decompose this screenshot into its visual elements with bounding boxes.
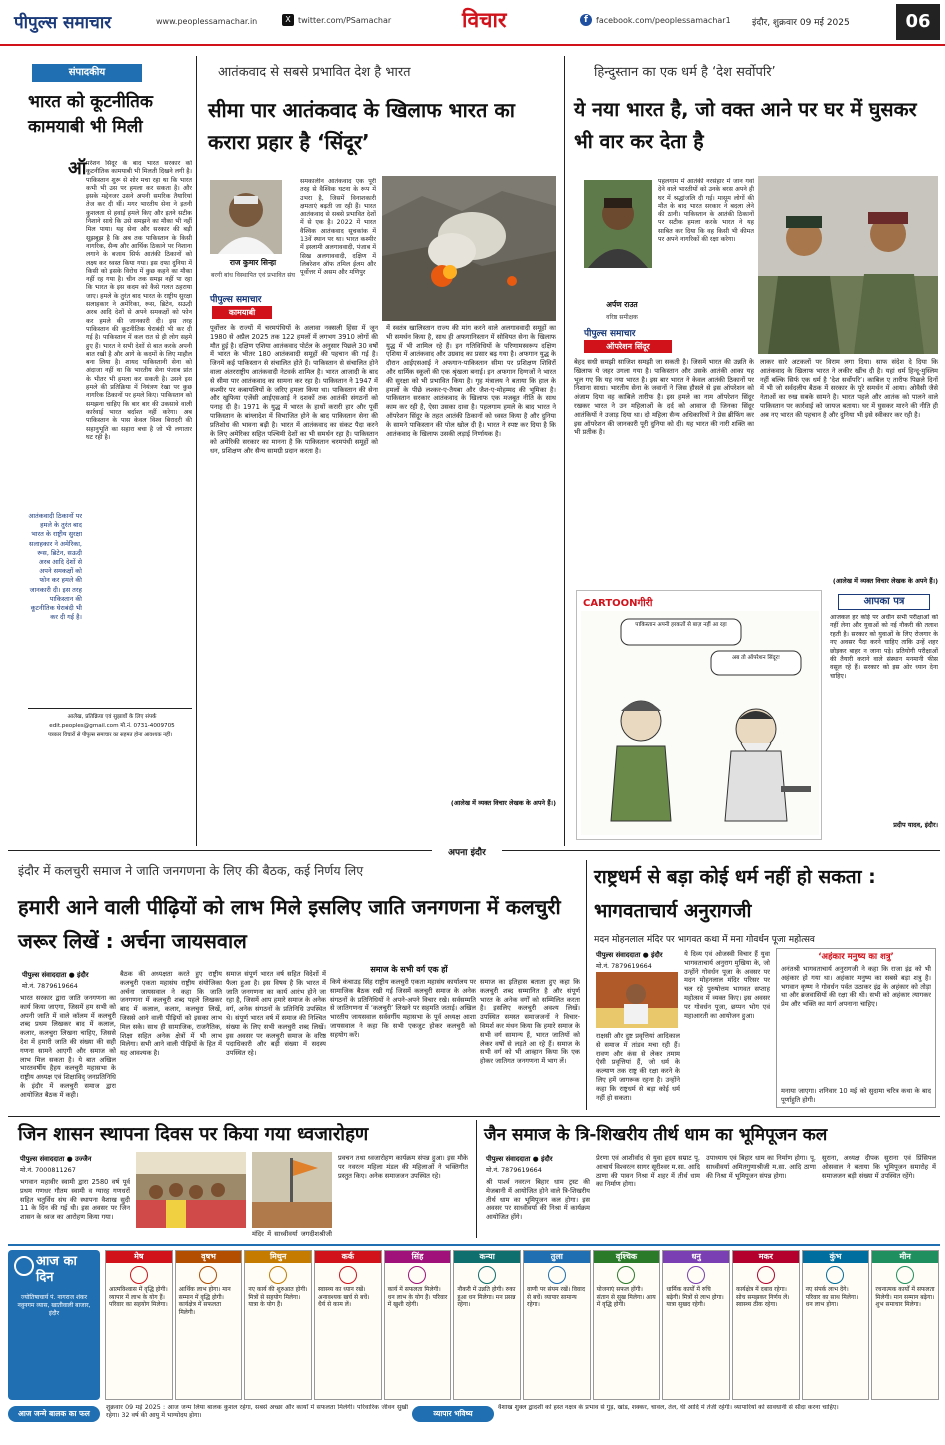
- story-bhagwat: [590, 860, 940, 1110]
- letters-body: आजकल हर कोई पर अधीन सभी परीक्षाओं को नहीं लेना और युवाओं को नई नौकरी की तलाश रहती है। सरकार को युवाओं के लिए रोजगार के नए अवसर पैदा करने चाहिए ताकि उन्हें शहर छोड़कर बाहर न जाना पड़े। प्रतियोगी परीक्षाओं की तैयारी कराने वाले संस्थान मनमानी फीस वसूल रहे हैं। सरकार को इस ओर ध्यान देना चाहिए।: [830, 614, 938, 680]
- horoscope-sign: [105, 1250, 173, 1400]
- cartoon-speech-1: पाकिस्तान अपनी हरकतों से बाज़ नहीं आ रहा: [635, 622, 727, 628]
- cartoon-speech-2: अब तो ऑपरेशन सिंदूर!: [731, 655, 781, 661]
- editorial-title: भारत को कूटनीतिक कामयाबी भी मिली: [28, 92, 153, 137]
- story2-mobile: मो.नं. 7879619664: [596, 962, 652, 970]
- horoscope-market-label: व्यापार भविष्य: [412, 1406, 494, 1422]
- letters-label: आपका पत्र: [838, 594, 930, 610]
- horoscope-sign-text: नए संपर्क लाभ देंगे। परिवार का साथ मिलेगा। धन लाभ होगा।: [805, 1286, 859, 1308]
- story3-mobile: मो.नं. 7000811267: [20, 1166, 76, 1174]
- zodiac-symbol-icon: [339, 1266, 357, 1284]
- zodiac-symbol-icon: [478, 1266, 496, 1284]
- horoscope-signs: [104, 1250, 940, 1400]
- story1-col1: भारत सरकार द्वारा जाति जनगणना का कार्य किया जाएगा, जिसमें हम सभी को अपनी जाति में वाले कॉलम में कलचुरी शब्द प्रथम लिखकर बाद में कलाल, कलार, कलचुरा लिखना चाहिए, जिससे देश में हमारी जाति की संख्या की सही गणना सामने आएगी और समाज को लाभ मिल सकता है। ये बात अखिल भारतवर्षीय हैहय कलचुरी महासभा के राष्ट्रीय अध्यक्ष एवं शिक्षाविद् जनप्रतिनिधि के इंदौर में कलचुरी समाज द्वारा आयोजित बैठक में कही।: [20, 994, 116, 1099]
- horoscope-sign-text: धार्मिक कार्यों में रुचि बढ़ेगी। मित्रों से लाभ होगा। यात्रा सुखद रहेगी।: [666, 1286, 724, 1308]
- article2-col1: बेहद सधी समझी साजिश समझी जा सकती है। जिसमें भारत की उन्नति के खिलाफ ये जहर उगला गया है। पाकिस्तान और उसके आतंकी आका यह भूल गए कि यह नया भारत है। इस बार भारत ने केवल आतंकी ठिकानों पर निशाना साधा। भारतीय सेना के जवानों ने जिस हौसले से इस ऑपरेशन को अंजाम दिया वह काबिले तारीफ है। इस हमले का नाम ऑपरेशन सिंदूर रखकर भारत ने उन महिलाओं के दर्द को आवाज दी जिनका सिंदूर आतंकियों ने उजाड़ दिया था। दो महिला सैन्य अधिकारियों ने प्रेस ब्रीफिंग कर इस ऑपरेशन की जानकारी पूरी दुनिया को दी। यह भारत की नारी शक्ति का भी प्रतीक है।: [574, 358, 754, 437]
- article2-kicker: हिन्दुस्तान का एक धर्म है ‘देश सर्वोपरि’: [594, 65, 776, 80]
- masthead-twitter[interactable]: twitter.com/PSamachar: [298, 16, 392, 25]
- story4-col1: श्री पार्श्व नवरत्न बिहार धाम ट्रस्ट की मेजबानी में आयोजित होने वाले त्रि-शिखरीय तीर्थ धाम का भूमिपूजन कल होगा। इस अवसर पर साध्वीवर्या की निश्रा में कार्यक्रम आयोजित होंगे।: [486, 1178, 590, 1222]
- story2-col1: राक्षसी और दुष्ट प्रवृत्तियां आदिकाल से समाज में तांडव मचा रही हैं। रावण और कंस से लेकर तमाम ऐसी प्रवृत्तियां हैं, जो धर्म के कल्याण तक राष्ट्र की रक्षा करने के लिए हमें जागरूक रहना है। उन्होंने कहा कि राष्ट्रधर्म से बड़ा कोई धर्म नहीं हो सकता।: [596, 1032, 680, 1102]
- masthead-section: विचार: [462, 8, 507, 32]
- story2-box-footer: मनाया जाएगा। शनिवार 10 मई को सुदामा चरित्र कथा के बाद पूर्णाहुति होगी।: [781, 1087, 931, 1104]
- horoscope-sign-name: कर्क: [315, 1251, 381, 1263]
- editorial-disclaimer: पत्रकार विचारों से पीपुल्स समाचार का सहमत होना आवश्यक नहीं।: [47, 732, 173, 738]
- article2-author-role: वरिष्ठ समीक्षक: [606, 314, 638, 321]
- story1-kicker: इंदौर में कलचुरी समाज ने जाति जनगणना के लिए की बैठक, कई निर्णय लिए: [18, 863, 364, 878]
- horoscope-sign: [244, 1250, 312, 1400]
- article2-note: (आलेख में व्यक्त विचार लेखक के अपने हैं।): [832, 577, 938, 585]
- twitter-icon: X: [282, 14, 294, 26]
- cartoon-label: CARTOONगीरी: [583, 598, 653, 609]
- story1-title: हमारी आने वाली पीढ़ियों को लाभ मिले इसलिए जाति जनगणना में कलचुरी जरूर लिखें : अर्चना जायसवाल: [18, 895, 561, 953]
- story2-box: [776, 948, 936, 1108]
- horoscope-sign: [871, 1250, 939, 1400]
- horoscope-sign: [523, 1250, 591, 1400]
- story4-title: जैन समाज के त्रि-शिखरीय तीर्थ धाम का भूमिपूजन कल: [484, 1125, 828, 1145]
- horoscope-sign-text: स्वास्थ्य का ध्यान रखें। अनावश्यक खर्च से बचें। धैर्य से काम लें।: [318, 1286, 370, 1308]
- horoscope-sign-name: सिंह: [385, 1251, 451, 1263]
- article1-col1: पूर्वोत्तर के राज्यों में चरमपंथियों के अलावा नक्सली हिंसा में जून 1980 से अप्रैल 2025 तक 122 हमलों में लगभग 3910 लोगों की मौत हुई है। दक्षिण एशिया आतंकवाद पोर्टल के अनुसार पिछले 30 वर्षों में भारत के भीतर 180 आतंकवादी समूहों की पहचान की गई है। जिनमें कई पाकिस्तान से संचालित होते हैं। पाकिस्तान से संचालित होने वाला अंतरराष्ट्रीय आतंकवादी नेटवर्क शामिल है। भारत आजादी के बाद से सीमा पार आतंकवाद का सामना कर रहा है। पाकिस्तान ने 1947 में कश्मीर पर कबायलियों के जरिए हमला किया था। पाकिस्तान की सेना और खुफिया एजेंसी आईएसआई ने दशकों तक आतंकी संगठनों को पनाह दी है। 1971 के युद्ध में भारत के हाथों करारी हार और पूर्वी पाकिस्तान के बांग्लादेश में विभाजित होने के बाद पाकिस्तान सेना की प्रतिशोध की भावना बढ़ी है। भारत में आतंकवाद का संकट पैदा करने के लिए अमेरिका सहित पश्चिमी देशों का भी समर्थन रहा है। पाकिस्तान को अमेरिकी सरकार का मानना है कि पाकिस्तान चरमपंथी समूहों को धन, प्रशिक्षण और सैन्य सामग्री प्रदान करता है।: [210, 324, 378, 456]
- horoscope-sign: [593, 1250, 661, 1400]
- letters-signature: प्रदीप यादव, इंदौर।: [893, 821, 938, 829]
- story2-col2: ये दिव्य एवं ओजस्वी विचार हैं युवा भागवताचार्य अनुराग मुखिया के, जो उन्होंने गोवर्धन पूजा के अवसर पर मदन मोहनलाल मंदिर परिसर पर चल रहे पुरुषोत्तम भागवत सप्ताह महोत्सव में व्यक्त किए। इस अवसर पर गोवर्धन पूजा, छप्पन भोग एवं महाआरती का आयोजन हुआ।: [684, 950, 770, 1020]
- editorial-pullquote: आतंकवादी ठिकानों पर हमले के तुरंत बाद भारत के राष्ट्रीय सुरक्षा सलाहकार ने अमेरिका, रूस, ब्रिटेन, सऊदी अरब आदि देशों से अपने समकक्षों को फोन कर हमले की जानकारी दी। इस तरह पाकिस्तान की कूटनीतिक घेराबंदी भी कर दी गई है।: [28, 512, 82, 622]
- story1-mobile: मो.नं. 7879619664: [22, 982, 78, 990]
- article1-kicker: आतंकवाद से सबसे प्रभावित देश है भारत: [218, 65, 411, 80]
- editorial-dropcap: ऑ: [68, 158, 87, 179]
- article-sindoor-strike: [200, 56, 560, 846]
- article1-note: (आलेख में व्यक्त विचार लेखक के अपने हैं।): [450, 799, 556, 807]
- editorial-contact-email[interactable]: edit.peoples@gmail.com मो.नं. 0731-4009705: [49, 723, 175, 729]
- horoscope-market-text: वैशाख शुक्ल द्वादशी को हस्त नक्षत्र के प्रभाव से गुड़, खांड, शक्कर, चावल, तेल, घी आदि में तेजी रहेगी। व्यापारियों को सावधानी से सौदा करना चाहिए।: [498, 1404, 839, 1411]
- zodiac-symbol-icon: [687, 1266, 705, 1284]
- zodiac-wheel-icon: [14, 1256, 34, 1276]
- article2-author: अर्पण राउत: [606, 300, 638, 309]
- story2-title: राष्ट्रधर्म से बड़ा कोई धर्म नहीं हो सकता : भागवताचार्य अनुरागजी: [594, 866, 876, 922]
- letters: [828, 592, 940, 840]
- article1-author-role: बरगी बांध विस्थापित एवं प्रभावित संघ: [210, 272, 296, 279]
- horoscope-sign-name: मेष: [106, 1251, 172, 1263]
- jin-shasan-photo: [136, 1152, 246, 1228]
- horoscope-sign: [453, 1250, 521, 1400]
- author-photo: [210, 180, 282, 254]
- article2-col2: लाकर सारे अटकलों पर विराम लगा दिया। साफ संदेश दे दिया कि आतंकवाद के खिलाफ भारत ने लकीर खींच दी है। यहां धर्म हिन्दू-मुस्लिम नहीं बल्कि सिर्फ एक धर्म है ‘देश सर्वोपरि’। काबिल ए तारीफ पिछले दिनों में भी जो सर्वदलीय बैठक में सरकार के पूरे समर्थन में आया। ओवैसी जैसे नेताओं का रुख सबके सामने है। भारत पहले और आतंक को पालने वाले पाकिस्तान पर कार्रवाई को जायज बताया। घर में घुसकर मारने की नीति ही अब नए भारत की पहचान है और दुनिया भी इसे स्वीकार कर रही है।: [760, 358, 938, 419]
- story2-kicker: मदन मोहनलाल मंदिर पर भागवत कथा में मना गोवर्धन पूजा महोत्सव: [594, 935, 815, 945]
- horoscope-footer-text: शुक्रवार 09 मई 2025 : आज जन्म लिया बालक कुशल रहेगा, सबसे अच्छा और कार्यों में सफलता मिलेगी। परिवारिक जीवन सुखी रहेगा। 32 वर्ष की आयु में भाग्योदय होगा।: [106, 1404, 408, 1420]
- horoscope: [8, 1244, 940, 1440]
- story3-col1: भगवान महावीर स्वामी द्वारा 2580 वर्ष पूर्व प्रथम गणधर गौतम स्वामी व ग्यारह गणधरों सहित चतुर्विध संघ की स्थापना वैशाख सुदी 11 के दिन की गई थी। इस अवसर पर जिन शासन के ध्वज का आरोहण किया गया।: [20, 1178, 130, 1222]
- horoscope-sign-text: वाणी पर संयम रखें। विवाद से बचें। व्यापार सामान्य रहेगा।: [527, 1286, 585, 1308]
- masthead-dateline: इंदौर, शुक्रवार 09 मई 2025: [752, 18, 850, 28]
- horoscope-sign-name: वृषभ: [176, 1251, 242, 1263]
- horoscope-sign-name: मीन: [872, 1251, 938, 1263]
- strike-photo: [382, 176, 556, 321]
- horoscope-sign-text: नए कार्य की शुरुआत होगी। मित्रों से सहयोग मिलेगा। यात्रा के योग हैं।: [248, 1286, 308, 1308]
- zodiac-symbol-icon: [548, 1266, 566, 1284]
- article1-badge-brand: पीपुल्स समाचार: [210, 295, 262, 305]
- officers-photo: [758, 176, 938, 354]
- article2-badge-brand: पीपुल्स समाचार: [584, 329, 636, 339]
- bhagwat-photo: [596, 972, 678, 1028]
- zodiac-symbol-icon: [199, 1266, 217, 1284]
- horoscope-sign-text: योजनाएं सफल होंगी। संतान से सुख मिलेगा। आय में वृद्धि होगी।: [596, 1286, 656, 1308]
- horoscope-panchang: ज्योतिषाचार्य पं. नागराज शंकर नवुनगम व्यास, खातीवाली बाजार, इंदौर: [17, 1294, 91, 1317]
- editorial-contact-label: आलेख, प्रतिक्रिया एवं सुझावों के लिए संपर्क: [67, 714, 157, 720]
- author2-photo: [584, 180, 652, 268]
- horoscope-sign-name: कन्या: [454, 1251, 520, 1263]
- editorial-body: परेशन सिंदूर के बाद भारत सरकार को कूटनीतिक कामयाबी भी मिलती दिखने लगी है। पाकिस्तान शुरू से शोर मचा रहा था कि भारत कभी भी उस पर हमला कर सकता है। और इसके मद्देनजर उसने अपनी समरिक तैयारियां तेज कर दी थीं। मगर भारतीय सेना ने इतनी कुशलता से हवाई हमले किए और इतने सटीक निशाने साधे कि उसे समझने का मौका भी नहीं मिल पाया। यह सेना और सरकार की बड़ी सूझबूझ है कि अब तक पाकिस्तान के किसी नागरिक, सैन्य और आर्थिक ठिकाने पर निशाना लगाने के बजाय सिर्फ आतंकी ठिकानों को लक्ष्य कर ध्वस्त किया गया। इस दफा दुनिया में किसी को इसके विरोध में कुछ कहने का मौका नहीं रह गया है। चीन तक समझ नहीं पा रहा कि भारत के इस कदम को कैसे गलत ठहराया जाए। हमले के तुरंत बाद भारत के राष्ट्रीय सुरक्षा सलाहकार ने अमेरिका, रूस, ब्रिटेन, सऊदी अरब आदि देशों से अपने समकक्षों को फोन कर हमले की जानकारी दी। इस तरह पाकिस्तान की कूटनीतिक घेराबंदी भी कर दी गई है। पाकिस्तान में कल रात से ही लोग सहमे हुए हैं। भारत ने सभी देशों से बात करके अपनी बात रखी है और आगे के कदमों के लिए माहौल बना लिया है। शायद पाकिस्तानी सेना को अंदाजा नहीं था कि भारतीय सेना पंजाब प्रांत के भीतर भी हमला कर सकती है। उसने इस हमले की प्रतिक्रिया में नियंत्रण रेखा पर कुछ नागरिक ठिकानों पर हमले किए। पाकिस्तान को समझना चाहिए कि बार बार की उकसावे वाली कार्रवाई भारत बर्दाश्त नहीं करेगा। अब पाकिस्तान के पास केवल विश्व बिरादरी की सहानुभूति का सहारा बचा है जो भी लगातार घट रही है।: [86, 160, 192, 441]
- zodiac-symbol-icon: [408, 1266, 426, 1284]
- article-new-india: [568, 56, 940, 585]
- story4-col2: प्रेरणा एवं आशीर्वाद से युवा हृदय सम्राट पू. आचार्य विश्वरत्न सागर सूरीश्वर म.सा. आदि ठाणा की पावन निश्रा में शहर में तीर्थ धाम का निर्माण होगा।: [596, 1154, 700, 1189]
- horoscope-sign-name: मकर: [733, 1251, 799, 1263]
- horoscope-sign-name: धनु: [663, 1251, 729, 1263]
- story3-col3: प्रवचन तथा ध्वजारोहण कार्यक्रम संपन्न हुआ। इस मौके पर नवरत्न महिला मंडल की महिलाओं ने भक्तिगीत प्रस्तुत किए। अनेक समाजजन उपस्थित रहे।: [338, 1154, 468, 1180]
- horoscope-sign-name: वृश्चिक: [594, 1251, 660, 1263]
- article1-intro: समकालीन आतंकवाद एक पूरी तरह से वैश्विक घटना के रूप में उभरा है, जिसमें विनाशकारी क्षमताएं बढ़ती जा रही हैं। भारत आतंकवाद से सबसे प्रभावित देशों में से एक है। 2022 में भारत वैश्विक आतंकवाद सूचकांक में 13वें स्थान पर था। भारत कश्मीर में इस्लामी अलगाववादी, पंजाब में सिख अलगाववादी, दक्षिण में लिबरेशन ऑफ तमिल ईलम और पूर्वोत्तर में असम और मणिपुर: [300, 178, 376, 277]
- dhwaja-photo: [252, 1152, 332, 1228]
- horoscope-sign-name: कुंभ: [803, 1251, 869, 1263]
- story1-col3: समाज संपूर्ण भारत वर्ष सहित विदेशों में फैला हुआ है। इस विषय है कि भारत में जाति जनगणना का कार्य आरंभ होने जा रहा है, जिसमें आप हमारे समाज के अनेक वर्ग, अनेक संगठनों के प्रतिनिधि उपस्थित थे। संपूर्ण भारत वर्ष में समाज की निश्चित संख्या के लिए सभी कलचुरी शब्द लिखें। इस अवसर पर कलचुरी समाज के वरिष्ठ पदाधिकारी और बड़ी संख्या में सदस्य उपस्थित रहे।: [226, 970, 326, 1058]
- article1-col2: में स्वतंत्र खालिस्तान राज्य की मांग करने वाले अलगाववादी समूहों का भी समर्थन किया है, साथ ही अफगानिस्तान में सोवियत सेना के खिलाफ युद्ध में भी शामिल रहे हैं। इन गतिविधियों के परिणामस्वरूप दक्षिण एशिया में आतंकवाद और उग्रवाद का प्रसार बढ़ गया है। अफगान युद्ध के दौरान आईएसआई ने अफगान-पाकिस्तान सीमा पर प्रशिक्षण शिविरों और धार्मिक स्कूलों की एक श्रृंखला बनाई। इन अफगान दिग्गजों ने भारत की सुरक्षा को भी प्रभावित किया है। गृह मंत्रालय ने बताया कि हाल के हमलों के पीछे लश्कर-ए-तैयबा और जैश-ए-मोहम्मद की भूमिका है। पाकिस्तान सरकार आतंकवाद के खिलाफ एक मजबूत नीति के साथ काम कर रही है, ऐसा उसका दावा है। पहलगाम हमले के बाद भारत ने ऑपरेशन सिंदूर के तहत आतंकी ठिकानों को ध्वस्त किया है और दुनिया के सामने पाकिस्तान की पोल खोल दी है। भारत ने स्पष्ट कर दिया है कि आतंकवाद के खिलाफ उसकी लड़ाई निर्णायक है।: [386, 324, 556, 438]
- horoscope-sign-name: तुला: [524, 1251, 590, 1263]
- story1-col4: किये कंचाउड़ सिंह राष्ट्रीय कलचुरी एकता महासंघ कार्यालय पर सामाजिक बैठक रखी गई जिसमें कलचुरी समाज के अनेक संगठनों के प्रतिनिधियों ने अपने-अपने विचार रखे। सर्वसम्मति से जातिगणना में ‘कलचुरी’ लिखने पर सहमति जताई। अखिल भारतीय जायसवाल सर्ववर्गीय महासभा के पूर्व अध्यक्ष आशा जायसवाल ने कहा कि सभी एकजुट होकर कलचुरी को सहयोग करें।: [330, 978, 476, 1039]
- story4-col4: सुराना, अध्यक्ष दीपक सुराना एवं प्रिंसिपल ओसवाल ने बताया कि भूमिपूजन समारोह में समाजजन बड़ी संख्या में उपस्थित रहेंगे।: [822, 1154, 936, 1180]
- story4-col3: उपाध्याय एवं बिहार धाम का निर्माण होगा। पू. साध्वीवर्या अमितगुणाश्रीजी म.सा. आदि ठाणा की निश्रा में भूमिपूजन संपन्न होगा।: [706, 1154, 816, 1180]
- story1-byline: पीपुल्स संवाददाता ● इंदौर: [22, 971, 89, 979]
- horoscope-sign-text: कार्य में सफलता मिलेगी। धन लाभ के योग हैं। परिवार में खुशी रहेगी।: [387, 1286, 448, 1308]
- story3-byline: पीपुल्स संवाददाता ● उज्जैन: [20, 1155, 92, 1163]
- horoscope-sign-text: रचनात्मक कार्यों में सफलता मिलेगी। मान सम्मान बढ़ेगा। शुभ समाचार मिलेगा।: [875, 1286, 935, 1308]
- zodiac-symbol-icon: [896, 1266, 914, 1284]
- zodiac-symbol-icon: [617, 1266, 635, 1284]
- horoscope-sign: [662, 1250, 730, 1400]
- story2-box-body: अनंतश्री भागवताचार्य अनुरागजी ने कहा कि राजा इंद्र को भी अहंकार हो गया था। अहंकार मनुष्य का सबसे बड़ा शत्रु है। भगवान कृष्ण ने गोवर्धन पर्वत उठाकर इंद्र के अहंकार को तोड़ा था और ब्रजवासियों की रक्षा की थी। सभी को अहंकार त्यागकर प्रेम और भक्ति का मार्ग अपनाना चाहिए।: [781, 965, 931, 1009]
- editorial: [8, 56, 190, 796]
- horoscope-panel: [8, 1250, 100, 1400]
- editorial-label: संपादकीय: [32, 64, 142, 82]
- article1-badge-label: कामयाबी: [212, 306, 272, 319]
- horoscope-sign-text: आत्मविश्वास में वृद्धि होगी। व्यापार में लाभ के योग हैं। परिवार का सहयोग मिलेगा।: [109, 1286, 168, 1308]
- masthead-logo: पीपुल्स समाचार: [14, 13, 112, 33]
- cartoon-drawing: [581, 611, 819, 835]
- story-tirth-dham: [480, 1120, 940, 1238]
- article1-author: राज कुमार सिन्हा: [229, 258, 277, 267]
- facebook-icon: f: [580, 14, 592, 26]
- story3-title: जिन शासन स्थापना दिवस पर किया गया ध्वजारोहण: [18, 1124, 369, 1145]
- article2-intro: पहलगाम में आतंकी नरसंहार में जान गवां देने वाले भारतीयों को उनके बरस अपने ही घर में श्रद्धांजलि दी गई। मासूम लोगों की मौत के बाद भारत सरकार ने बदला लेने की ठानी। पाकिस्तान के आतंकी ठिकानों पर सटीक हमला करके भारत ने यह साबित कर दिया कि वह किसी भी कीमत पर अपने नागरिकों की रक्षा करेगा।: [658, 178, 754, 244]
- masthead-site[interactable]: www.peoplessamachar.in: [156, 17, 258, 26]
- story-jin-shasan: [8, 1120, 472, 1238]
- story2-byline: पीपुल्स संवाददाता ● इंदौर: [596, 951, 663, 959]
- horoscope-sign: [732, 1250, 800, 1400]
- horoscope-sign-text: कार्यक्षेत्र में दबाव रहेगा। सोच समझकर निर्णय लें। स्वास्थ्य ठीक रहेगा।: [736, 1286, 790, 1308]
- horoscope-sign-text: नौकरी में उन्नति होगी। रुका हुआ धन मिलेगा। मन प्रसन्न रहेगा।: [457, 1286, 516, 1308]
- horoscope-title: आज का दिन: [36, 1254, 77, 1285]
- horoscope-sign-text: आर्थिक लाभ होगा। मान सम्मान में वृद्धि होगी। कार्यक्षेत्र में सफलता मिलेगी।: [178, 1286, 231, 1316]
- zodiac-symbol-icon: [826, 1266, 844, 1284]
- horoscope-sign-name: मिथुन: [245, 1251, 311, 1263]
- story1-subhead: समाज के सभी वर्ग एक हों: [370, 965, 448, 974]
- story1-col2: बैठक की अध्यक्षता करते हुए राष्ट्रीय कलचुरी एकता महासंघ राष्ट्रीय संयोजिका अर्चना जायसवाल ने कहा कि जाति जनगणना में कलचुरी शब्द पहले लिखकर बाद में कलाल, कलार, कलचुरा लिखें, जिससे आने वाली पीढ़ियों को इसका लाभ मिल सके। साथ ही सामाजिक, राजनैतिक, शिक्षा सहित अनेक क्षेत्रों में भी लाभ मिलेगा। सभी आने वाली पीढ़ियों के हित में यह आवश्यक है।: [120, 970, 222, 1058]
- horoscope-footer-label: आज जन्मे बालक का फल: [8, 1406, 100, 1422]
- story4-mobile: मो.नं. 7879619664: [486, 1166, 542, 1174]
- article1-title: सीमा पार आतंकवाद के खिलाफ भारत का करारा प्रहार है ‘सिंदूर’: [208, 98, 515, 154]
- horoscope-sign: [802, 1250, 870, 1400]
- story4-byline: पीपुल्स संवाददाता ● इंदौर: [486, 1155, 553, 1163]
- story1-col5: समाज का इतिहास बताता हुए कहा कि कलचुरी शब्द सम्मानित है और संपूर्ण भारत के अनेक वर्गों को सम्मिलित करता है। इसलिए कलचुरी अवश्य लिखें। उपस्थित समस्त समाजजनों ने विचार-विमर्श कर मंथन किया कि हमारे समाज के सभी वर्ग सामान्य हैं, भारत जातियों को लेकर वर्षों से लड़ते आ रहे हैं। समाज के सभी वर्ग को भी आव्हान किया कि एक होकर जातिगत जनगणना में भाग लें।: [480, 978, 580, 1066]
- article2-title: ये नया भारत है, जो वक्त आने पर घर में घुसकर भी वार कर देता है: [574, 98, 917, 153]
- story-kalchuri: [8, 860, 582, 1110]
- masthead-facebook[interactable]: facebook.com/peoplessamachar1: [596, 16, 731, 25]
- horoscope-sign: [175, 1250, 243, 1400]
- story2-box-title: ‘अहंकार मनुष्य का शत्रु’: [818, 952, 894, 962]
- apna-indore-label: अपना इंदौर: [432, 845, 502, 858]
- cartoon: [576, 590, 822, 840]
- page-number: 06: [896, 4, 940, 40]
- horoscope-sign: [314, 1250, 382, 1400]
- masthead: [0, 0, 945, 46]
- horoscope-sign: [384, 1250, 452, 1400]
- zodiac-symbol-icon: [269, 1266, 287, 1284]
- story3-col2: मंदिर में साध्वीवर्या जगदीशश्रीजी: [252, 1230, 332, 1238]
- zodiac-symbol-icon: [130, 1266, 148, 1284]
- zodiac-symbol-icon: [757, 1266, 775, 1284]
- article2-badge-label: ऑपरेशन सिंदूर: [584, 340, 672, 353]
